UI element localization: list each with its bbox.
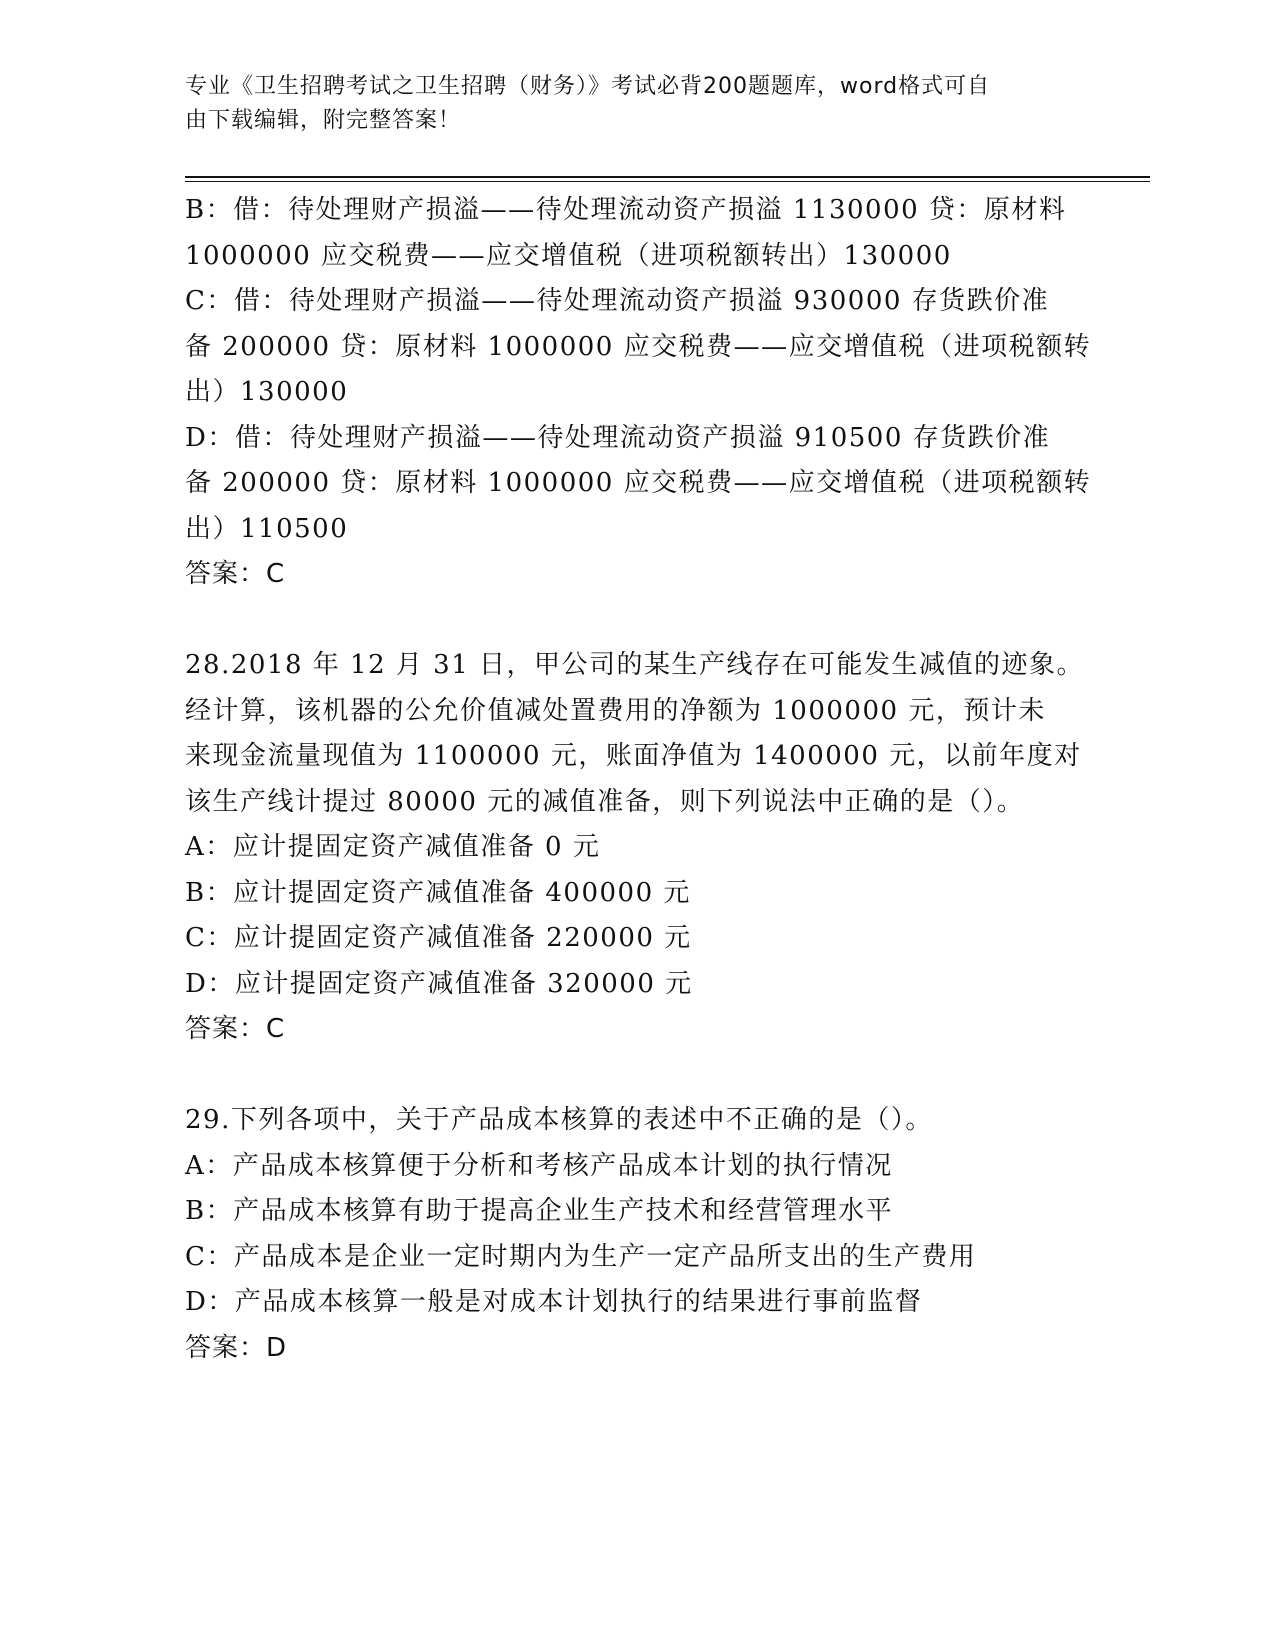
spacer (185, 1053, 1085, 1099)
q29-option-a: A：产品成本核算便于分析和考核产品成本计划的执行情况 (185, 1150, 893, 1181)
q29-option-d: D：产品成本核算一般是对成本计划执行的结果进行事前监督 (185, 1287, 923, 1317)
q27-option-b-line: B：借：待处理财产损溢——待处理流动资产损溢 1130000 贷：原材料 (185, 195, 1067, 225)
q28-stem-line: 该生产线计提过 80000 元的减值准备，则下列说法中正确的是（）。 (185, 786, 1025, 817)
q28-option-c: C：应计提固定资产减值准备 220000 元 (185, 923, 692, 953)
q27-option-d-line: 出）110500 (185, 513, 349, 544)
q28-stem-line: 来现金流量现值为 1100000 元，账面净值为 1400000 元，以前年度对 (185, 741, 1082, 771)
q27-answer: 答案：C (185, 559, 286, 589)
q27-option-b (185, 188, 1085, 279)
q29-answer: 答案：D (185, 1332, 288, 1363)
document-body (185, 188, 1092, 1371)
q28-stem-line: 28.2018 年 12 月 31 日，甲公司的某生产线存在可能发生减值的迹象。 (185, 650, 1085, 680)
q27-option-d-line: 备 200000 贷：原材料 1000000 应交税费——应交增值税（进项税额转 (185, 468, 1092, 498)
spacer (185, 598, 1085, 644)
header-line-1: 专业《卫生招聘考试之卫生招聘（财务）》考试必背200题题库，word格式可自 (185, 74, 991, 99)
header-rule-thick (185, 176, 1150, 178)
q27-option-b-line: 1000000 应交税费——应交增值税（进项税额转出）130000 (185, 240, 952, 271)
header-line-2: 由下载编辑，附完整答案！ (185, 108, 462, 133)
q29-option-b: B：产品成本核算有助于提高企业生产技术和经营管理水平 (185, 1196, 894, 1226)
q27-option-c (185, 279, 1092, 416)
q28-stem (185, 643, 1085, 825)
q29-option-c: C：产品成本是企业一定时期内为生产一定产品所支出的生产费用 (185, 1241, 977, 1272)
q28-option-d: D：应计提固定资产减值准备 320000 元 (185, 968, 693, 999)
q28-option-b: B：应计提固定资产减值准备 400000 元 (185, 877, 691, 908)
q28-answer: 答案：C (185, 1014, 286, 1044)
q28-stem-line: 经计算，该机器的公允价值减处置费用的净额为 1000000 元，预计未 (185, 695, 1046, 726)
document-header (185, 70, 1065, 138)
q27-option-c-line: 备 200000 贷：原材料 1000000 应交税费——应交增值税（进项税额转 (185, 331, 1092, 362)
q29-stem: 29.下列各项中，关于产品成本核算的表述中不正确的是（）。 (185, 1105, 933, 1135)
header-rule-thin (185, 181, 1150, 182)
q27-option-c-line: C：借：待处理财产损溢——待处理流动资产损溢 930000 存货跌价准 (185, 286, 1050, 316)
q27-option-d-line: D：借：待处理财产损溢——待处理流动资产损溢 910500 存货跌价准 (185, 422, 1051, 453)
q28-option-a: A：应计提固定资产减值准备 0 元 (185, 832, 601, 862)
q27-option-c-line: 出）130000 (185, 377, 349, 407)
q27-option-d (185, 416, 1092, 553)
